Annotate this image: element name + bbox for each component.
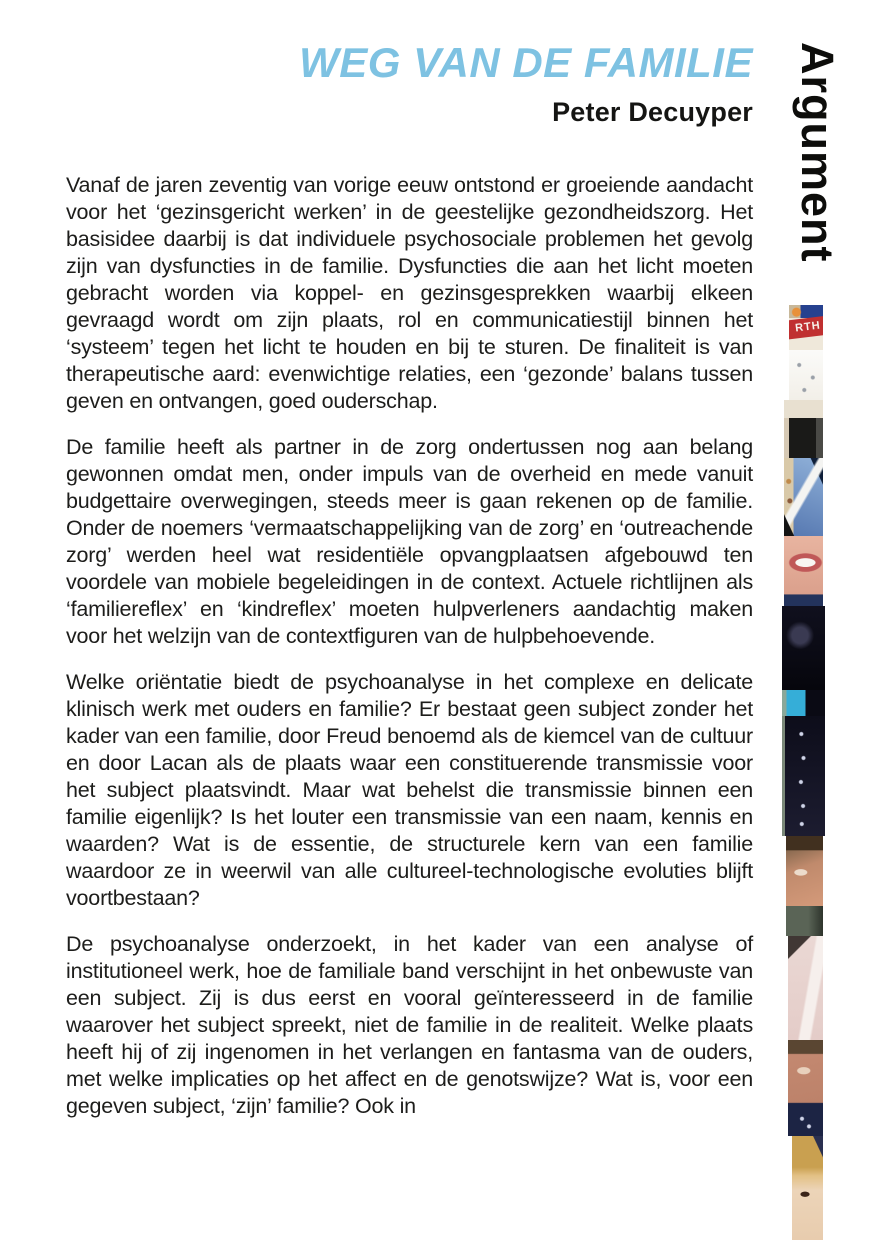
photo-fragment-birthday-badge bbox=[789, 305, 823, 350]
photo-fragment-blue-streak bbox=[784, 458, 823, 536]
page-title: WEG VAN DE FAMILIE bbox=[299, 39, 753, 86]
photo-fragment-grey-green bbox=[786, 906, 823, 936]
photo-fragment-dark-navy bbox=[782, 606, 825, 690]
photo-fragment-cyan-patch bbox=[782, 690, 825, 716]
badge-top-decoration bbox=[789, 305, 823, 318]
paragraph-2: De familie heeft als partner in de zorg ondertussen nog aan belang gewonnen omdat men, onder impuls van de overheid en mede vanuit budgettaire overwegingen, steeds meer is gaan rekenen op de familie. Onder de noemers ‘vermaatschappelijking van de zorg’ en ‘outreachende zorg’ werden heel wat residentiële opvangplaatsen afgebouwd ten voordele van mobiele begeleidingen in de context. Actuele richtlijnen als ‘familiereflex’ en ‘kindreflex’ moeten hulpverleners aandachtig maken voor het welzijn van de contextfiguren van de hulpbehoevende. bbox=[66, 435, 753, 648]
paragraph-1: Vanaf de jaren zeventig van vorige eeuw ontstond er groeiende aandacht voor het ‘gezinsgericht werken’ in de geestelijke gezondheidszorg. Het basisidee daarbij is dat individuele psychosociale problemen het gevolg zijn van dysfuncties in de familie. Dysfuncties die aan het licht moeten gebracht worden via koppel- en gezinsgesprekken waarbij elkeen gevraagd wordt om zijn plaats, rol en communicatiestijl binnen het ‘systeem’ tegen het licht te houden en bij te sturen. De finaliteit is van therapeutische aard: evenwichtige relaties, een ‘gezonde’ balans tussen geven en ontvangen, goed ouderschap. bbox=[66, 173, 753, 413]
photo-fragment-child-smile bbox=[784, 536, 823, 606]
photo-fragment-face-glasses-1 bbox=[786, 836, 823, 906]
photo-fragment-blond-child bbox=[792, 1136, 823, 1240]
badge-text: RTH bbox=[789, 315, 823, 339]
article-body bbox=[66, 172, 753, 1139]
photo-fragment-navy-sparkle bbox=[782, 716, 825, 836]
photo-fragment-pale-pink bbox=[788, 936, 823, 1040]
paragraph-4: De psychoanalyse onderzoekt, in het kader van een analyse of institutioneel werk, hoe de familiale band verschijnt in het onbewuste van een subject. Zij is dus eerst en vooral geïnteresseerd in de familie waarover het subject spreekt, niet de familie in de realiteit. Welke plaats heeft hij of zij ingenomen in het verlangen en fantasma van de ouders, met welke implicaties op het affect en de genotswijze? Wat is, voor een gegeven subject, ‘zijn’ familie? Ook in bbox=[66, 932, 753, 1118]
article-header bbox=[67, 39, 753, 128]
photo-fragment-face-glasses-2 bbox=[788, 1040, 823, 1136]
section-label-argument: Argument bbox=[792, 42, 843, 263]
paragraph-3: Welke oriëntatie biedt de psychoanalyse in het complexe en delicate klinisch werk met ouders en familie? Er bestaat geen subject zonder het kader van een familie, door Freud benoemd als de kiemcel van de cultuur en door Lacan als de plaats waar een constituerende transmissie voor het subject plaatsvindt. Maar wat behelst die transmissie binnen een familie eigenlijk? Is het louter een transmissie van een naam, kennis en waarden? Wat is de essentie, de structurele kern van een familie waardoor ze in weerwil van alle cultureel-technologische evoluties blijft voortbestaan? bbox=[66, 670, 753, 910]
article-author: Peter Decuyper bbox=[552, 97, 753, 127]
photo-fragment-cream bbox=[784, 400, 823, 418]
photo-fragment-white-dots bbox=[789, 350, 823, 400]
photo-fragment-black-band bbox=[784, 418, 823, 458]
